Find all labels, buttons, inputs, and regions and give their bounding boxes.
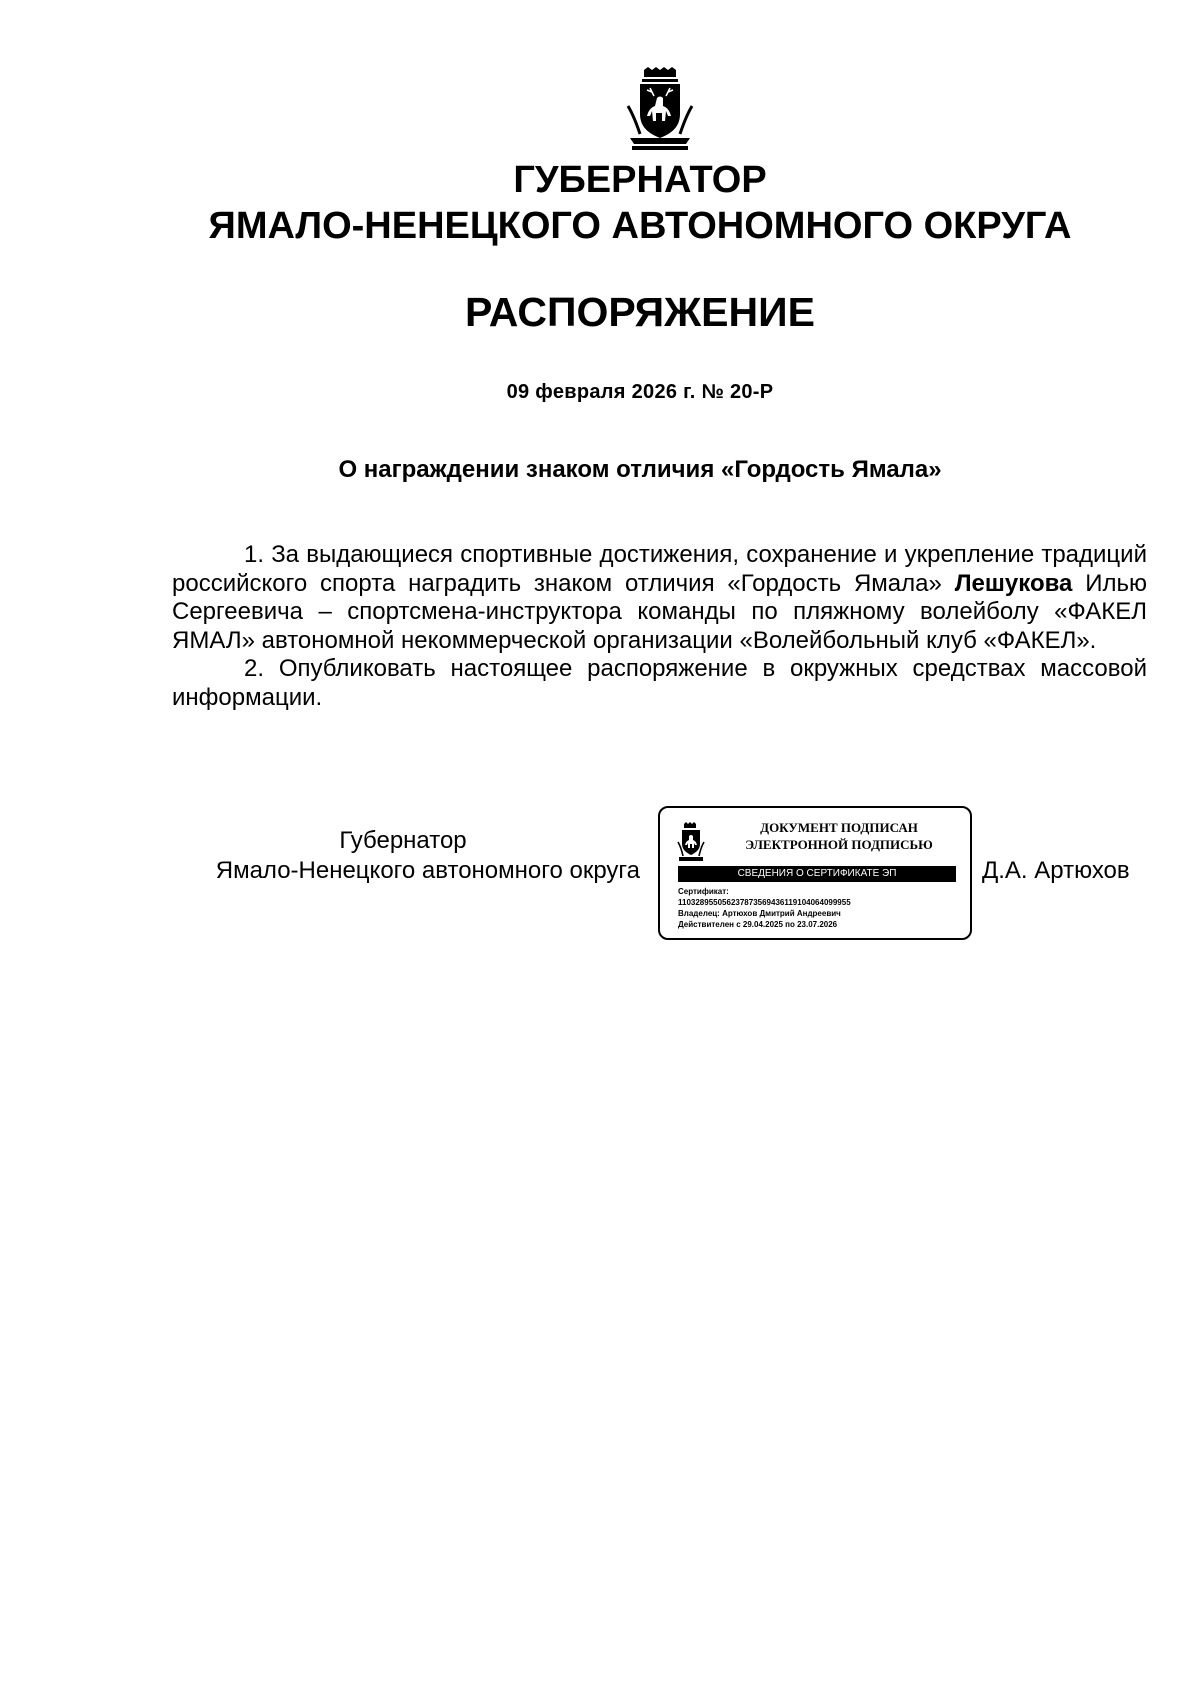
paragraph-2-number: 2. — [244, 655, 265, 683]
stamp-title-line2: ЭЛЕКТРОННОЙ ПОДПИСЬЮ — [745, 837, 933, 852]
order-date-number: 09 февраля 2026 г. № 20-Р — [506, 381, 774, 403]
paragraph-1 — [172, 541, 1147, 655]
paragraph-2 — [172, 655, 1147, 712]
signatory-position-line2: Ямало-Ненецкого автономного округа — [215, 857, 640, 884]
issuer-title-line1: ГУБЕРНАТОР — [513, 159, 767, 201]
e-signature-stamp — [658, 806, 972, 940]
order-body — [172, 541, 1147, 713]
paragraph-1-number: 1. — [244, 541, 265, 568]
order-subject: О награждении знаком отличия «Гордость Ямала» — [338, 456, 942, 483]
stamp-cert-owner: Владелец: Артюхов Дмитрий Андреевич — [678, 909, 841, 918]
paragraph-2-text: Опубликовать настоящее распоряжение в окружных средствах массовой информации. — [172, 655, 1148, 711]
awardee-surname: Лешукова — [954, 569, 1073, 597]
signatory-position-line1: Губернатор — [339, 827, 467, 854]
stamp-certificate-bar: СВЕДЕНИЯ О СЕРТИФИКАТЕ ЭП — [678, 866, 956, 882]
coat-of-arms-icon — [624, 66, 696, 154]
stamp-title-line1: ДОКУМЕНТ ПОДПИСАН — [760, 820, 918, 835]
stamp-cert-validity: Действителен с 29.04.2025 по 23.07.2026 — [678, 920, 838, 929]
stamp-cert-number: 110328955056237873569436119104064099955 — [678, 898, 851, 907]
paragraph-1-text-b: Илью Сергеевича – спортсмена-инструктора команды по пляжному волейболу «ФАКЕЛ ЯМАЛ» автономной некоммерческой организации «Волейбольный клуб «ФАКЕЛ». — [172, 569, 1147, 654]
paragraph-1-text-a: За выдающиеся спортивные достижения, сохранение и укрепление традиций российского спорта наградить знаком отличия «Гордость Ямала» — [172, 541, 1147, 597]
document-type: РАСПОРЯЖЕНИЕ — [465, 289, 815, 335]
issuer-title-line2: ЯМАЛО-НЕНЕЦКОГО АВТОНОМНОГО ОКРУГА — [208, 205, 1072, 247]
stamp-cert-label: Сертификат: — [678, 887, 729, 896]
stamp-coat-of-arms-icon — [676, 822, 706, 864]
signatory-position — [160, 826, 646, 886]
signatory-name: Д.А. Артюхов — [982, 857, 1130, 884]
